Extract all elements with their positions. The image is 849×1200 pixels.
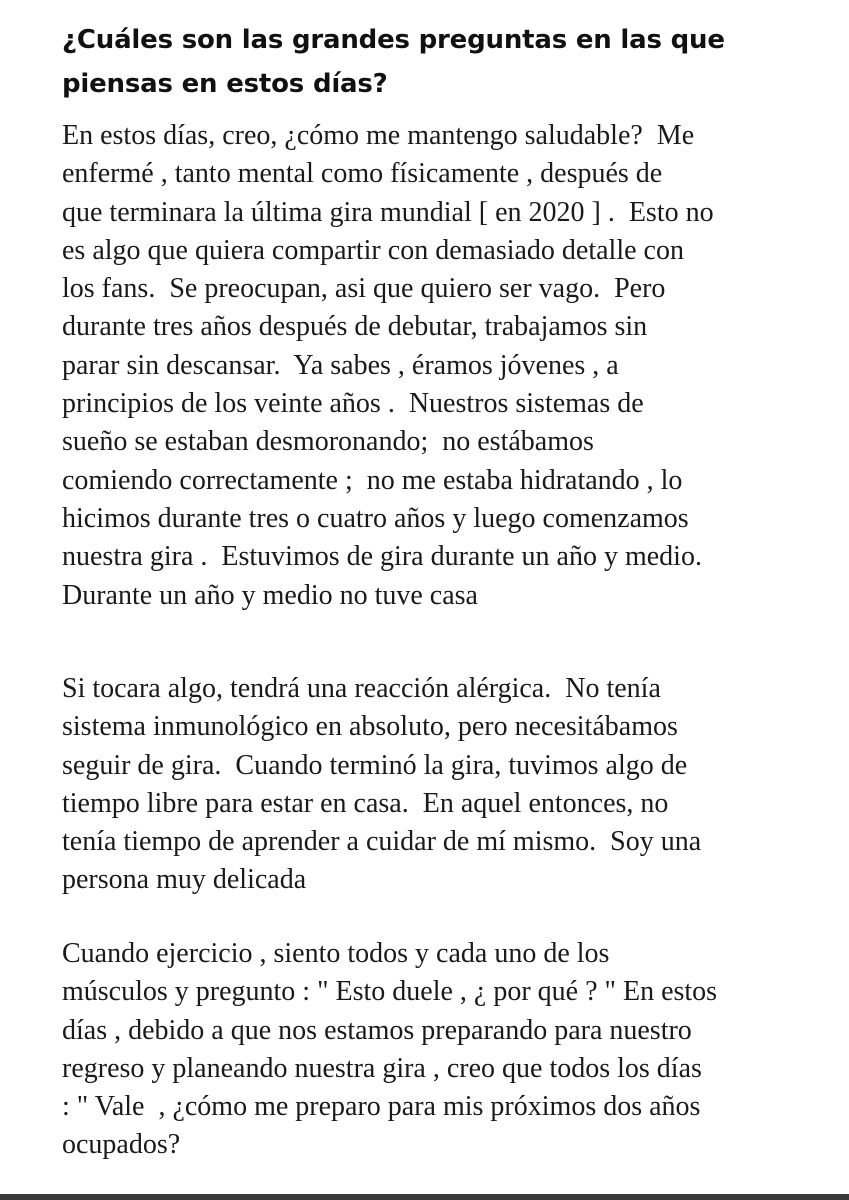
answer-paragraph-1 [62,117,842,615]
text-line: enfermé , tanto mental como físicamente , después de [62,158,663,190]
text-line: En estos días, creo, ¿cómo me mantengo saludable? Me [62,120,695,151]
heading-line: piensas en estos días? [62,69,388,99]
text-line: hicimos durante tres o cuatro años y luego comenzamos [62,502,689,534]
text-line: Cuando ejercicio , siento todos y cada uno de los [62,938,610,969]
answer-paragraph-3 [62,935,842,1165]
text-line: parar sin descansar. Ya sabes , éramos jóvenes , a [62,349,619,381]
text-line: Durante un año y medio no tuve casa [62,579,478,611]
text-line: principios de los veinte años . Nuestros sistemas de [62,388,644,420]
text-line: los fans. Se preocupan, asi que quiero ser vago. Pero [62,273,666,305]
text-line: ocupados? [62,1129,181,1161]
text-line: durante tres años después de debutar, trabajamos sin [62,311,648,343]
text-line: nuestra gira . Estuvimos de gira durante un año y medio. [62,541,702,573]
text-line: sistema inmunológico en absoluto, pero necesitábamos [62,711,678,743]
text-line: días , debido a que nos estamos preparando para nuestro [62,1014,692,1046]
text-line: sueño se estaban desmoronando; no estábamos [62,426,594,458]
text-line: tenía tiempo de aprender a cuidar de mí mismo. Soy una [62,826,702,858]
text-line: es algo que quiera compartir con demasiado detalle con [62,234,684,266]
bottom-divider [0,1194,849,1200]
text-line: que terminara la última gira mundial [ en 2020 ] . Esto no [62,196,714,228]
text-line: regreso y planeando nuestra gira , creo que todos los días [62,1052,702,1084]
text-line: persona muy delicada [62,864,307,896]
answer-paragraph-2 [62,670,842,900]
text-line: Si tocara algo, tendrá una reacción alérgica. No tenía [62,673,661,704]
question-heading [62,18,802,106]
text-line: tiempo libre para estar en casa. En aquel entonces, no [62,787,669,819]
text-line: seguir de gira. Cuando terminó la gira, tuvimos algo de [62,749,688,781]
text-line: : " Vale , ¿cómo me preparo para mis próximos dos años [62,1091,701,1123]
text-line: músculos y pregunto : " Esto duele , ¿ por qué ? " En estos [62,976,718,1008]
heading-line: ¿Cuáles son las grandes preguntas en las que [62,25,725,55]
text-line: comiendo correctamente ; no me estaba hidratando , lo [62,464,683,496]
